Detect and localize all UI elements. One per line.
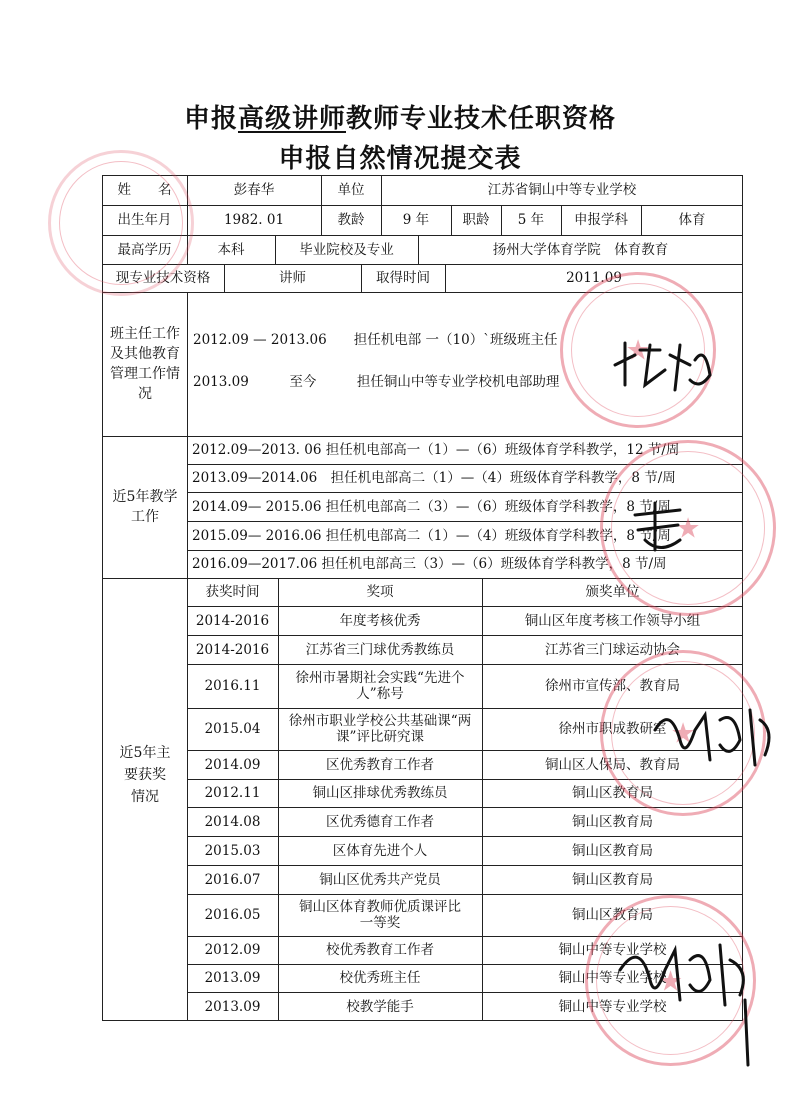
post-age-value: 5 年 xyxy=(517,212,545,228)
award-issuer: 徐州市职成教研室 xyxy=(558,721,667,737)
award-time: 2014.09 xyxy=(204,756,261,773)
qual-value: 讲师 xyxy=(279,270,306,286)
awards-header-award: 奖项 xyxy=(366,584,394,600)
award-issuer: 铜山区教育局 xyxy=(572,785,653,801)
subject-value: 体育 xyxy=(678,212,706,228)
admin-line-1: 2012.09 — 2013.06 担任机电部 一（10）`班级班主任 xyxy=(193,332,558,348)
award-time: 2014-2016 xyxy=(195,612,270,629)
award-time: 2012.09 xyxy=(204,942,261,958)
teach-age-value: 9 年 xyxy=(402,212,430,228)
qual-label: 现专业技术资格 xyxy=(115,270,211,286)
title-prefix: 申报 xyxy=(183,104,238,134)
award-time: 2014-2016 xyxy=(195,641,270,658)
award-issuer: 铜山区年度考核工作领导小组 xyxy=(524,612,701,629)
qual-time-value: 2011.09 xyxy=(566,270,622,286)
teaching-row: 2015.09— 2016.06 担任机电部高二（1）—（4）班级体育学科教学，8 节/周 xyxy=(192,527,671,544)
teach-age-label: 教龄 xyxy=(337,212,365,228)
teaching-row: 2012.09—2013. 06 担任机电部高一（1）—（6）班级体育学科教学，12 节/周 xyxy=(192,442,680,458)
award-name: 徐州市职业学校公共基础课“两课”评比研究课 xyxy=(288,713,472,745)
award-issuer: 徐州市宣传部、教育局 xyxy=(545,678,680,694)
title-suffix: 教师专业技术任职资格 xyxy=(346,104,617,134)
award-name: 区优秀教育工作者 xyxy=(326,756,434,773)
award-issuer: 铜山区人保局、教育局 xyxy=(545,756,680,773)
official-seal: ★ xyxy=(560,272,716,428)
award-issuer: 铜山中等专业学校 xyxy=(558,970,667,986)
award-issuer: 铜山区教育局 xyxy=(572,907,653,923)
award-name: 铜山区优秀共产党员 xyxy=(319,871,441,888)
official-seal: ★ xyxy=(600,440,776,616)
school-label: 毕业院校及专业 xyxy=(299,241,394,258)
award-name: 区体育先进个人 xyxy=(332,842,428,859)
birth-label: 出生年月 xyxy=(117,212,172,228)
award-issuer: 铜山中等专业学校 xyxy=(558,942,667,958)
name-label: 姓 名 xyxy=(117,182,172,198)
admin-label: 班主任工作及其他教育管理工作情况 xyxy=(110,326,180,402)
awards-label: 近5年主要获奖情况 xyxy=(119,745,171,805)
post-age-label: 职龄 xyxy=(462,212,490,228)
teaching-row: 2016.09—2017.06 担任机电部高三（3）—（6）班级体育学科教学，8 节/周 xyxy=(192,556,667,572)
form-title-line2: 申报自然情况提交表 xyxy=(278,144,522,174)
award-name: 校优秀教育工作者 xyxy=(326,942,434,958)
admin-line-2: 2013.09 至今 担任铜山中等专业学校机电部助理 xyxy=(193,374,560,390)
teaching-row: 2014.09— 2015.06 担任机电部高二（3）—（6）班级体育学科教学，8 节/周 xyxy=(192,498,671,515)
award-time: 2012.11 xyxy=(204,785,261,801)
award-name: 江苏省三门球优秀教练员 xyxy=(305,641,455,658)
awards-header-time: 获奖时间 xyxy=(205,584,260,600)
qual-time-label: 取得时间 xyxy=(376,270,430,286)
award-issuer: 江苏省三门球运动协会 xyxy=(545,641,680,658)
unit-label: 单位 xyxy=(337,182,365,198)
unit-value: 江苏省铜山中等专业学校 xyxy=(487,182,637,198)
name-value: 彭春华 xyxy=(233,182,275,198)
award-issuer: 铜山区教育局 xyxy=(572,871,653,888)
award-time: 2016.05 xyxy=(204,907,261,923)
award-name: 徐州市暑期社会实践“先进个人”称号 xyxy=(295,670,465,702)
birth-value: 1982. 01 xyxy=(223,212,285,228)
award-name: 铜山区排球优秀教练员 xyxy=(312,785,448,801)
edu-label: 最高学历 xyxy=(117,241,172,258)
award-time: 2013.09 xyxy=(204,970,261,986)
award-time: 2016.11 xyxy=(204,678,261,694)
award-time: 2013.09 xyxy=(204,998,261,1015)
form-title-line1 xyxy=(0,98,800,135)
award-time: 2015.04 xyxy=(204,721,261,737)
award-name: 年度考核优秀 xyxy=(339,612,421,629)
award-name: 铜山区体育教师优质课评比一等奖 xyxy=(299,899,461,931)
official-seal: ★ xyxy=(585,895,756,1066)
award-name: 校教学能手 xyxy=(346,998,414,1015)
school-value: 扬州大学体育学院 体育教育 xyxy=(492,241,669,258)
award-issuer: 铜山中等专业学校 xyxy=(558,998,667,1015)
edu-value: 本科 xyxy=(217,241,245,258)
award-time: 2015.03 xyxy=(204,842,261,859)
teaching-label: 近5年教学工作 xyxy=(112,489,178,525)
award-name: 校优秀班主任 xyxy=(339,970,421,986)
award-name: 区优秀德育工作者 xyxy=(326,813,434,830)
award-issuer: 铜山区教育局 xyxy=(572,842,653,859)
title-rank: 高级讲师 xyxy=(237,104,346,134)
award-time: 2016.07 xyxy=(204,871,261,888)
teaching-row: 2013.09—2014.06 担任机电部高二（1）—（4）班级体育学科教学，8 节/周 xyxy=(192,470,676,486)
award-time: 2014.08 xyxy=(204,813,261,830)
official-seal: ★ xyxy=(600,650,766,816)
award-issuer: 铜山区教育局 xyxy=(572,813,653,830)
subject-label: 申报学科 xyxy=(574,212,628,228)
awards-header-issuer: 颁奖单位 xyxy=(585,584,640,600)
